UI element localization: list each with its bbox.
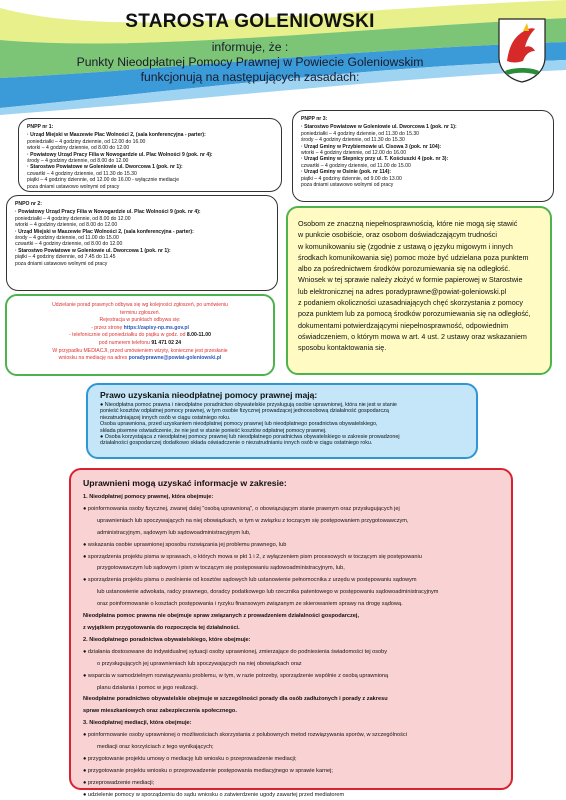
registration-link[interactable]: https://zapisy-np.ms.gov.pl bbox=[123, 324, 189, 331]
accessibility-line: Osobom ze znaczną niepełnosprawnością, które nie mogą się stawić bbox=[298, 219, 518, 228]
accessibility-line: oświadczeniem, o którym mowa w art. 4 ust. 2 ustawy oraz wskazaniem bbox=[298, 331, 527, 341]
accessibility-line: dokumentami potwierdzającymi niepełnosprawność, odpowiednim bbox=[298, 320, 509, 330]
accessibility-line: poza punktem lub za pomocą środków porozumiewania się na odległość, bbox=[298, 309, 531, 319]
intro-line-2: Punkty Nieodpłatnej Pomocy Prawnej w Powiecie Goleniowskim bbox=[76, 55, 424, 69]
pnpp-1-line: środy – 4 godziny dziennie, od 8.00 do 12.00 bbox=[27, 158, 129, 165]
pnpp-3-line: środy – 4 godziny dziennie, od 11.30 do 15.30 bbox=[301, 137, 405, 144]
scope-line: Nieodpłatne poradnictwo obywatelskie obejmuje w szczególności porady dla osób zadłużonych i porady z zakresu bbox=[83, 696, 388, 703]
eligibility-line: ponieść kosztów odpłatnej pomocy prawnej, w tym osobie fizycznej prowadzącej jednoosobową działalność gospodarczą bbox=[100, 408, 389, 415]
scope-line: ● sporządzenia projektu pisma o zwolnienie od kosztów sądowych lub ustanowienie pełnomocnika z urzędu w postępowaniu sądowym bbox=[83, 577, 417, 584]
page-title: STAROSTA GOLENIOWSKI bbox=[125, 11, 375, 32]
pnpp-2-line: piątki – 4 godziny dziennie, od 7.45 do 11.45 bbox=[15, 254, 116, 261]
pnpp-2-line: środy – 4 godziny dziennie, od 11.00 do 15.00 bbox=[15, 235, 119, 242]
scope-line: lub ustanowienie adwokata, radcy prawnego, doradcy podatkowego lub rzecznika patentowego w postępowaniu sądowoadministracyjnym bbox=[97, 589, 439, 596]
scope-line: uprawnieniach lub spoczywających na niej obowiązkach, w tym w związku z toczącym się postępowaniem przygotowawczym, bbox=[97, 517, 409, 524]
pnpp-2-line: wtorki – 4 godziny dziennie, od 8.00 do 12.00 bbox=[15, 222, 118, 229]
scope-line: 1. Nieodpłatnej pomocy prawnej, która obejmuje: bbox=[83, 494, 214, 500]
notice-line: W przypadku MEDIACJI, przed umówieniem wizyty, konieczne jest przesłanie bbox=[52, 347, 228, 354]
scope-line: planu działania i pomoc w jego realizacji. bbox=[97, 684, 199, 691]
phone-number: 91 471 02 24 bbox=[151, 339, 182, 346]
accessibility-line: z podaniem okoliczności uzasadniających chęć skorzystania z pomocy bbox=[298, 298, 523, 308]
scope-line: ● wsparcia w samodzielnym rozwiązywaniu problemu, w tym, w razie potrzeby, sporządzenie wspólnie z osobą uprawnioną bbox=[83, 672, 389, 679]
eligibility-heading: Prawo uzyskania nieodpłatnej pomocy prawnej mają: bbox=[100, 390, 318, 400]
registration-notice bbox=[5, 294, 275, 376]
accessibility-line: środkach komunikowania się) pomoc może być udzielana poza punktem bbox=[298, 252, 529, 262]
pnpp-2-line: poza dniami ustawowo wolnymi od pracy bbox=[15, 260, 108, 267]
coat-of-arms-icon bbox=[497, 17, 547, 83]
pnpp-2-line: · Powiatowy Urząd Pracy Filia w Nowogardzie ul. Plac Wolności 9 (pok. nr 4): bbox=[15, 209, 201, 216]
accessibility-line: w komunikowaniu się (zgodnie z ustawą o języku migowym i innych bbox=[298, 241, 513, 251]
pnpp-3-line: · Urząd Gminy w Osinie (pok. nr 114): bbox=[301, 169, 392, 176]
scope-line: ● poinformowanie osoby uprawnionej o możliwościach skorzystania z polubownych metod rozwiązywania sporów, w szczególności bbox=[83, 732, 407, 739]
scope-line: ● wskazania osobie uprawnionej sposobu rozwiązania jej problemu prawnego, lub bbox=[83, 541, 287, 548]
notice-line: wniosku na mediację na adres bbox=[58, 355, 129, 362]
pnpp-2-line: poniedziałki – 4 godziny dziennie, od 8.00 do 12.00 bbox=[15, 215, 131, 222]
scope-line: ● przeprowadzenie mediacji; bbox=[83, 779, 155, 786]
scope-line: Nieodpłatna pomoc prawna nie obejmuje spraw związanych z prowadzeniem działalności gospodarczej, bbox=[83, 613, 360, 620]
notice-line: Udzielanie porad prawnych odbywa się wg kolejności zgłoszeń, po umówieniu bbox=[52, 302, 228, 308]
scope-line: ● poinformowania osoby fizycznej, zwanej dalej "osobą uprawnioną", o obowiązującym stanie prawnym oraz przysługujących jej bbox=[83, 505, 400, 512]
scope-line: 2. Nieodpłatnego poradnictwa obywatelskiego, które obejmuje: bbox=[83, 636, 251, 643]
pnpp-2-box bbox=[6, 195, 278, 291]
pnpp-1-line: poniedziałki – 4 godziny dziennie, od 12.00 do 16.00 bbox=[27, 138, 146, 145]
scope-line: ● działania dostosowane do indywidualnej sytuacji osoby uprawnionej, zmierzające do podniesienia świadomości tej osoby bbox=[83, 648, 388, 655]
eligibility-line: niezatrudniającej innych osób w ciągu ostatniego roku. bbox=[100, 414, 231, 421]
scope-line: mediacji oraz korzyściach z tego wynikających; bbox=[97, 744, 214, 751]
pnpp-1-line: piątki – 4 godziny dziennie, od 12.00 do 16.00 - wyłącznie mediacje bbox=[27, 177, 180, 184]
scope-line: 3. Nieodpłatnej mediacji, która obejmuje: bbox=[83, 720, 192, 727]
scope-line: ● sporządzenia projektu pisma w sprawach, o których mowa w pkt 1 i 2, z wyłączeniem pism procesowych w toczącym się postępowaniu bbox=[83, 553, 422, 560]
pnpp-3-line: · Urząd Gminy w Stepnicy przy ul. T. Kościuszki 4 (pok. nr 3): bbox=[301, 156, 449, 163]
notice-line: pod numerem telefonu bbox=[98, 339, 152, 346]
scope-line: przygotowawczym lub sądowym i pism w toczącym się postępowaniu sądowoadministracyjnym, lub, bbox=[97, 565, 345, 572]
scope-heading: Uprawnieni mogą uzyskać informacje w zakresie: bbox=[83, 478, 287, 488]
pnpp-3-line: czwartki – 4 godziny dziennie, od 11.00 do 15.00 bbox=[301, 162, 411, 169]
pnpp-2-line: · Urząd Miejski w Maszewie Plac Wolności 2, (sala konferencyjna - parter): bbox=[15, 228, 194, 235]
pnpp-1-header: PNPP nr 1: bbox=[27, 124, 54, 130]
pnpp-3-box bbox=[292, 110, 554, 202]
eligibility-line: składa pisemne oświadczenie, że nie jest w stanie ponieść kosztów odpłatnej pomocy prawnej. bbox=[100, 427, 327, 434]
pnpp-1-line: · Urząd Miejski w Maszewie Plac Wolności 2, (sala konferencyjna - parter): bbox=[27, 132, 206, 139]
eligibility-line: ● Nieodpłatna pomoc prawna i nieodpłatne poradnictwo obywatelskie przysługują osobie uprawnionej, która nie jest w stanie bbox=[100, 402, 397, 408]
accessibility-line: sposobu kontaktowania się. bbox=[298, 343, 387, 353]
notice-line: Rejestracja w punktach odbywa się: bbox=[99, 317, 181, 324]
scope-line: o przysługujących jej uprawnieniach lub spoczywających na niej obowiązkach oraz bbox=[97, 660, 302, 667]
pnpp-1-box bbox=[18, 118, 282, 192]
scope-line: z wyjątkiem przygotowania do rozpoczęcia tej działalności. bbox=[83, 624, 240, 631]
pnpp-1-line: czwartki – 4 godziny dziennie, od 11.30 do 15.30 bbox=[27, 170, 137, 177]
pnpp-3-line: · Urząd Gminy w Przybiernowie ul. Cisowa 3 (pok. nr 104): bbox=[301, 143, 442, 150]
intro-line-1: informuje, że : bbox=[211, 40, 289, 54]
pnpp-1-line: · Powiatowy Urząd Pracy Filia w Nowogardzie ul. Plac Wolności 9 (pok. nr 4): bbox=[27, 151, 213, 158]
scope-line: oraz poinformowanie o kosztach postępowania i ryzyku finansowym związanym ze skierowaniem sprawy na drogę sądową. bbox=[97, 601, 403, 608]
notice-line: - przez stronę bbox=[91, 324, 124, 331]
eligibility-line: działalności gospodarczej dodatkowo składa oświadczenie o niezatrudnianiu innych osób w ciągu ostatniego roku. bbox=[100, 440, 373, 447]
pnpp-1-line: wtorki – 4 godziny dziennie, od 8.00 do 12.00 bbox=[27, 145, 130, 152]
accessibility-line: Wniosek w tej sprawie należy złożyć w formie papierowej w Starostwie bbox=[298, 275, 523, 285]
pnpp-3-line: wtorki – 4 godziny dziennie, od 12.00 do 16.00 bbox=[301, 150, 407, 157]
scope-list bbox=[83, 492, 499, 800]
pnpp-2-header: PNPO nr 2: bbox=[15, 201, 42, 207]
registration-hours: 8.00-11.00 bbox=[186, 332, 211, 339]
scope-line: administracyjnym, sądowym lub sądowoadministracyjnym lub, bbox=[97, 529, 251, 536]
eligibility-line: Osoba uprawniona, przed uzyskaniem nieodpłatnej pomocy prawnej lub nieodpłatnego poradnictwa obywatelskiego, bbox=[100, 421, 378, 428]
scope-line: ● przygotowanie projektu umowy o mediację lub wniosku o przeprowadzenie mediacji; bbox=[83, 755, 297, 762]
accessibility-line: lub elektronicznej na adres poradyprawne@powiat-goleniowski.pl bbox=[298, 286, 507, 296]
accessibility-info-box bbox=[286, 206, 552, 375]
pnpp-3-line: poniedziałki – 4 godziny dziennie, od 11.30 do 15.30 bbox=[301, 130, 419, 137]
accessibility-line: albo za pośrednictwem środków porozumiewania się na odległość. bbox=[298, 264, 511, 274]
eligibility-line: ● Osoba korzystająca z nieodpłatnej pomocy prawnej lub nieodpłatnego poradnictwa obywatelskiego w zakresie prowadzonej bbox=[100, 434, 400, 441]
scope-line: ● udzielenie pomocy w sporządzeniu do sądu wniosku o zatwierdzenie ugody zawartej przed mediatorem bbox=[83, 791, 345, 798]
mediation-email-link[interactable]: poradyprawne@powiat-goleniowski.pl bbox=[128, 355, 222, 362]
pnpp-3-line: poza dniami ustawowo wolnymi od pracy bbox=[301, 182, 394, 189]
pnpp-3-header: PNPP nr 3: bbox=[301, 116, 328, 122]
pnpp-1-line: poza dniami ustawowo wolnymi od pracy bbox=[27, 183, 120, 190]
pnpp-3-line: piątki – 4 godziny dziennie, od 9.00 do 13.00 bbox=[301, 175, 402, 182]
notice-line: terminu zgłoszeń. bbox=[120, 309, 160, 316]
pnpp-2-line: · Starostwo Powiatowe w Goleniowie ul. Dworcowa 1 (pok. nr 1): bbox=[15, 247, 171, 254]
scope-line: spraw mieszkaniowych oraz zabezpieczenia społecznego. bbox=[83, 708, 237, 715]
accessibility-line: w punkcie osobiście, oraz osobom doświadczającym trudności bbox=[298, 230, 497, 240]
notice-line: - telefonicznie od poniedziałku do piątku w godz. od bbox=[69, 332, 187, 339]
scope-line: ● przygotowanie projektu wniosku o przeprowadzenie postępowania mediacyjnego w sprawie karnej; bbox=[83, 767, 333, 774]
intro-line-3: funkcjonują na następujących zasadach: bbox=[140, 70, 360, 84]
eligibility-box bbox=[86, 383, 478, 459]
pnpp-3-line: · Starostwo Powiatowe w Goleniowie ul. Dworcowa 1 (pok. nr 1): bbox=[301, 124, 457, 131]
pnpp-1-line: · Starostwo Powiatowe w Goleniowie ul. Dworcowa 1 (pok. nr 1): bbox=[27, 164, 183, 171]
scope-info-box bbox=[69, 468, 513, 798]
pnpp-2-line: czwartki – 4 godziny dziennie, od 8.00 do 12.00 bbox=[15, 241, 123, 248]
